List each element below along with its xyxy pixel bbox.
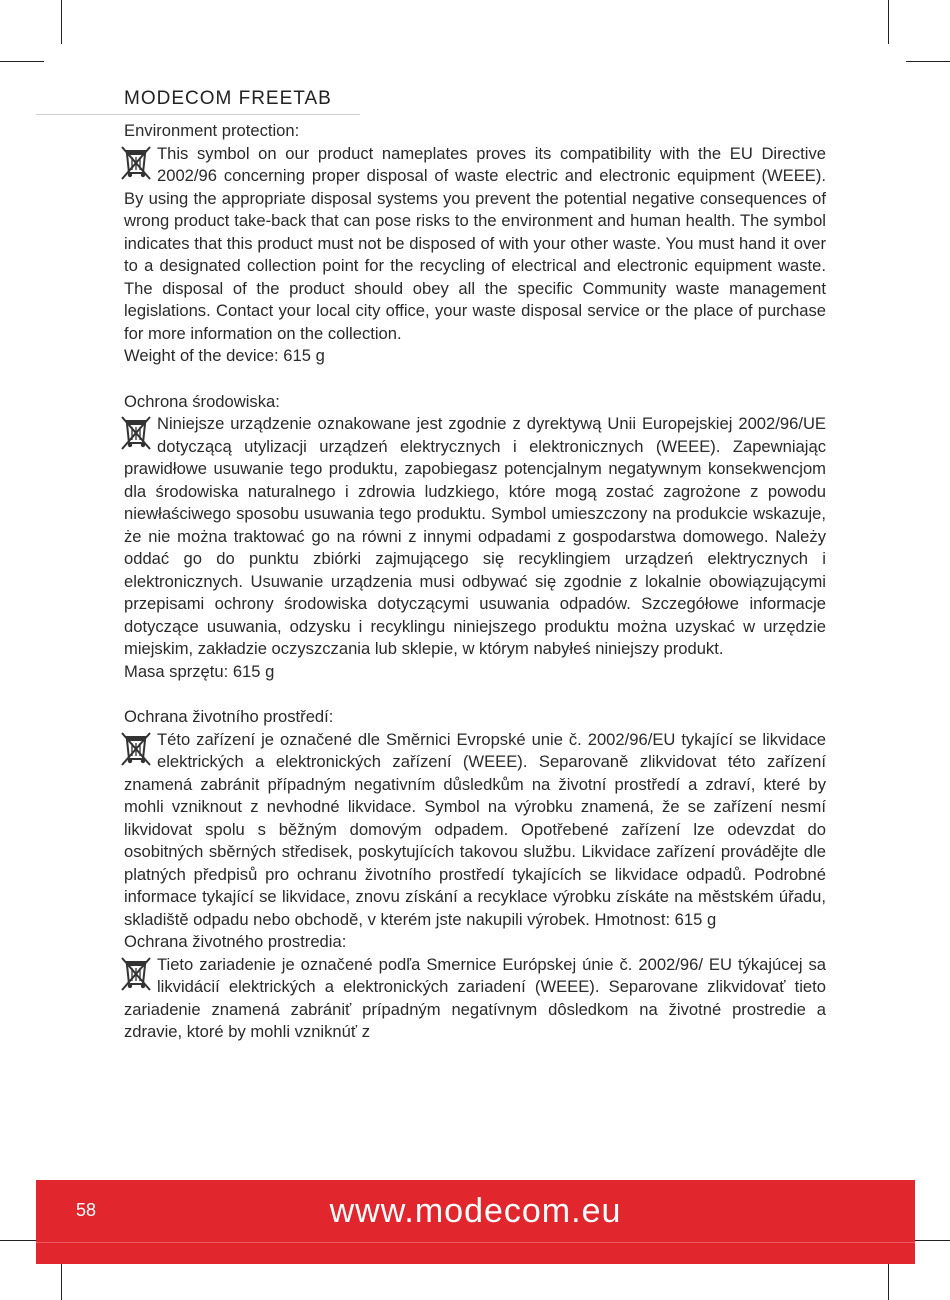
- weee-bin-icon: [119, 413, 153, 457]
- section-body: [124, 413, 826, 661]
- weee-bin-icon: [119, 143, 153, 187]
- page-header: MODECOM FREETAB: [124, 88, 332, 109]
- crop-mark: [888, 0, 889, 44]
- section-slovak: [124, 931, 826, 1044]
- section-heading: Ochrana životného prostredia:: [124, 932, 347, 951]
- section-body: [124, 729, 826, 932]
- section-heading: Ochrana životního prostředí:: [124, 707, 334, 726]
- page-number: 58: [76, 1200, 97, 1220]
- spacer: [124, 368, 826, 391]
- crop-mark: [61, 0, 62, 44]
- crop-mark: [906, 61, 950, 62]
- section-body: [124, 954, 826, 1044]
- document-content: [124, 120, 826, 1044]
- website-url[interactable]: www.modecom.eu: [329, 1192, 622, 1230]
- weee-bin-icon: [119, 954, 153, 998]
- section-polish: [124, 391, 826, 684]
- spacer: [124, 683, 826, 706]
- header-divider: [36, 114, 360, 115]
- section-body: [124, 143, 826, 346]
- device-weight: Weight of the device: 615 g: [124, 346, 325, 365]
- section-heading: Ochrona środowiska:: [124, 391, 280, 411]
- device-weight: Hmotnost: 615 g: [594, 909, 717, 929]
- section-heading: Environment protection:: [124, 121, 300, 140]
- weee-bin-icon: [119, 729, 153, 773]
- section-body-text: Této zařízení je označené dle Směrnici Evropské unie č. 2002/96/EU tykající se likvidace elektrických a elektronických zařízení (WEEE). Separovaně zlikvidovat této zařízení znamená zabránit případným negativním důsledkům na životní prostředí a zdraví, které by mohli vzniknout z nevhodné likvidace. Symbol na výrobku znamená, že se zařízení nesmí likvidovat spolu s běžným domovým odpadem. Opotřebené zařízení lze odevzdat do osobitných sběrných středisek, poskytujících takovou službu. Likvidace zařízení provádějte dle platných předpisů pro ochranu životního prostředí tykajících se likvidace odpadů. Podrobné informace tykající se likvidace, znovu získání a recyklace výrobku získáte na městském úřadu, skladiště odpadu nebo obchodě, v kterém jste nakupili výrobek.: [124, 729, 826, 929]
- crop-mark: [0, 61, 44, 62]
- section-english: [124, 120, 826, 368]
- footer-divider: [36, 1242, 915, 1243]
- section-czech: [124, 706, 826, 931]
- footer-bar: [36, 1180, 915, 1264]
- section-body-text: Niniejsze urządzenie oznakowane jest zgodnie z dyrektywą Unii Europejskiej 2002/96/UE dotyczącą utylizacji urządzeń elektrycznych i elektronicznych (WEEE). Zapewniając prawidłowe usuwanie tego produktu, zapobiegasz potencjalnym negatywnym konsekwencjom dla środowiska naturalnego i zdrowia ludzkiego, które mogą zostać zagrożone z powodu niewłaściwego sposobu usuwania tego produktu. Symbol umieszczony na produkcie wskazuje, że nie można traktować go na równi z innymi odpadami z gospodarstwa domowego. Należy oddać go do punktu zbiórki zajmującego się recyklingiem urządzeń elektrycznych i elektronicznych. Usuwanie urządzenia musi odbywać się zgodnie z lokalnie obowiązującymi przepisami ochrony środowiska dotyczącymi usuwania odpadów. Szczegółowe informacje dotyczące usuwania, odzysku i recyklingu niniejszego produktu można uzyskać w urzędzie miejskim, zakładzie oczyszczania lub sklepie, w którym nabyłeś niniejszy produkt.: [124, 414, 826, 658]
- section-body-text: This symbol on our product nameplates proves its compatibility with the EU Directive 2002/96 concerning proper disposal of waste electric and electronic equipment (WEEE). By using the appropriate disposal systems you prevent the potential negative consequences of wrong product take-back that can pose risks to the environment and human health. The symbol indicates that this product must not be disposed of with your other waste. You must hand it over to a designated collection point for the recycling of electrical and electronic equipment waste. The disposal of the product should obey all the specific Community waste management legislations. Contact your local city office, your waste disposal service or the place of purchase for more information on the collection.: [124, 143, 826, 343]
- device-weight: Masa sprzętu: 615 g: [124, 661, 275, 681]
- section-body-text: Tieto zariadenie je označené podľa Smernice Európskej únie č. 2002/96/ EU týkajúcej sa likvidácií elektrických a elektronických zariadení (WEEE). Separovane zlikvidovať tieto zariadenie znamená zabrániť prípadným negatívnym dôsledkom na životné prostredie a zdravie, ktoré by mohli vzniknúť z: [124, 954, 826, 1041]
